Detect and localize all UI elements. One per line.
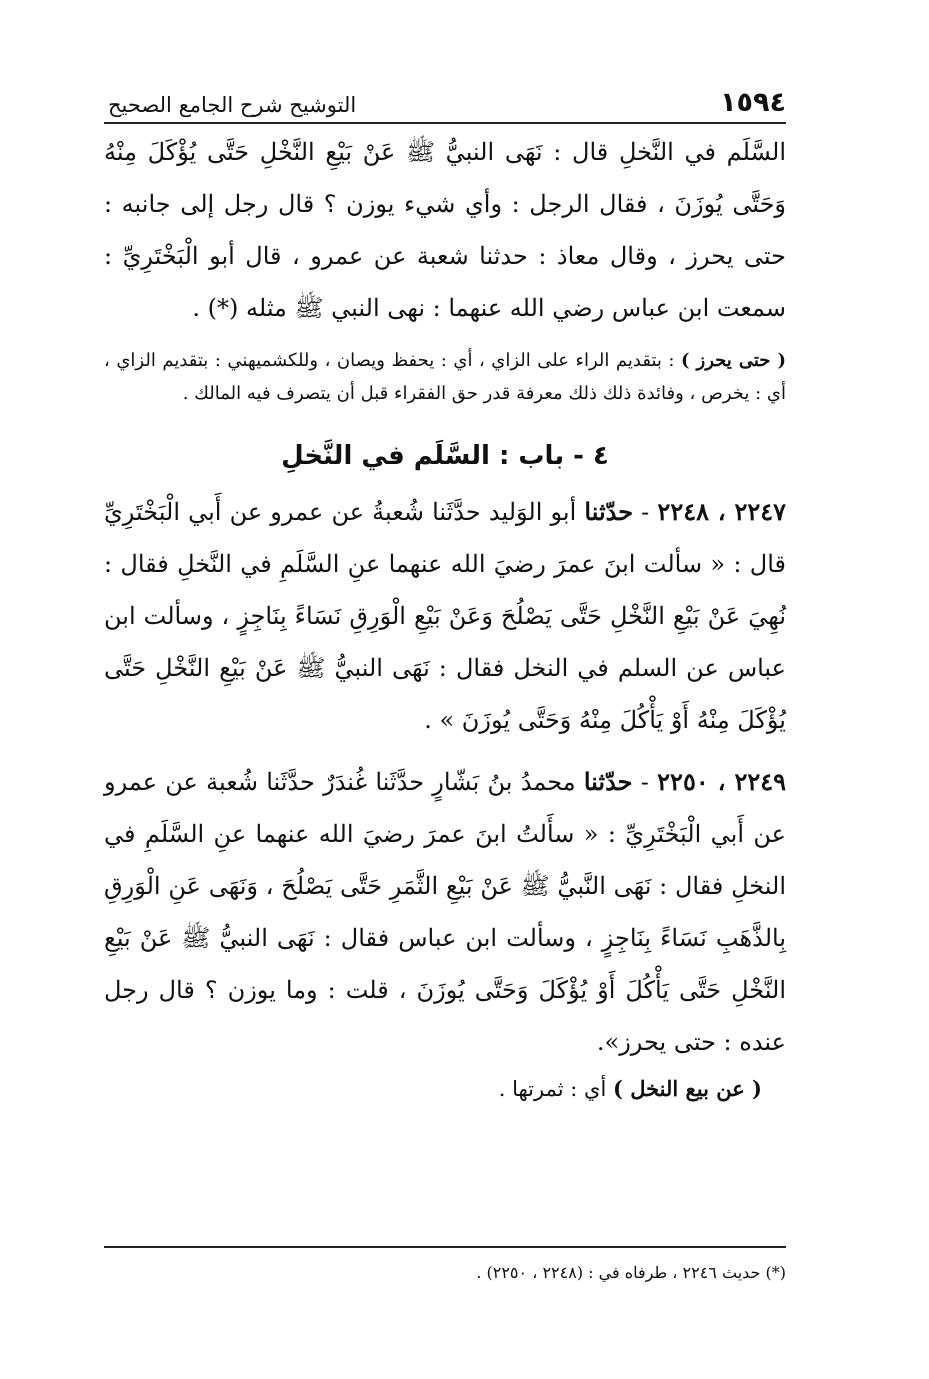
hadith-2: ٢٢٤٩ ، ٢٢٥٠ - حدّثنا محمدُ بنُ بَشّارٍ حدَّثَنا غُندَرٌ حدَّثَنا شُعبة عن عمرو عن أَبي الْبَخْتَرِيِّ : « سأَلتُ ابنَ عمرَ رضيَ الله عنهما عنِ السَّلَمِ في النخلِ فقال : نَهَى النَّبيُّ ﷺ عَنْ بَيْعِ الثَّمَرِ حَتَّى يَصْلُحَ ، وَنَهَى عَنِ الْوَرِقِ بِالذَّهَبِ نَسَاءً بِنَاجِزٍ ، وسألت ابن عباس فقال : نَهَى النبيُّ ﷺ عَنْ بَيْعِ النَّخْلِ حَتَّى يَأْكُلَ أَوْ يُؤْكَلَ وَحَتَّى يُوزَنَ ، قلت : وما يوزن ؟ قال رجل عنده : حتى يحرز». <box>104 767 787 1056</box>
page-header <box>104 70 786 124</box>
hadith-opening: حدّثنا <box>584 497 634 526</box>
commentary <box>104 344 786 410</box>
chapter-title: ٤ - باب : السَّلَم في النَّخلِ <box>281 441 609 471</box>
hadith-number: ٢٢٤٩ ، ٢٢٥٠ <box>657 767 787 796</box>
hadith-text: محمدُ بنُ بَشّارٍ حدَّثَنا غُندَرٌ حدَّثَنا شُعبة عن عمرو عن أَبي الْبَخْتَرِيِّ : « سأَلتُ ابنَ عمرَ رضيَ الله عنهما عنِ السَّلَمِ في النخلِ فقال : نَهَى النَّبيُّ ﷺ عَنْ بَيْعِ الثَّمَرِ حَتَّى يَصْلُحَ ، وَنَهَى عَنِ الْوَرِقِ بِالذَّهَبِ نَسَاءً بِنَاجِزٍ ، وسألت ابن عباس فقال : نَهَى النبيُّ ﷺ عَنْ بَيْعِ النَّخْلِ حَتَّى يَأْكُلَ أَوْ يُؤْكَلَ وَحَتَّى يُوزَنَ ، قلت : وما يوزن ؟ قال رجل عنده : حتى يحرز». <box>104 768 787 1056</box>
commentary-term: ( حتى يحرز ) <box>680 350 786 371</box>
running-title: التوشيح شرح الجامع الصحيح <box>108 93 357 117</box>
page-number: ١٥٩٤ <box>720 87 786 118</box>
commentary-text: : بتقديم الراء على الزاي ، أي : يحفظ ويصان ، وللكشميهني : بتقديم الزاي ، أي : يخرص ، وفائدة ذلك ذلك معرفة قدر حق الفقراء قبل أن يتصرف فيه المالك . <box>104 350 786 404</box>
note-term: ( عن بيع النخل ) <box>612 1076 762 1101</box>
hadith-text: أبو الوَليد حدَّثَنا شُعبةُ عن عمرو عن أَبي الْبَخْتَرِيِّ قال : « سألت ابنَ عمرَ رضيَ الله عنهما عنِ السَّلَمِ في النَّخلِ فقال : نُهِيَ عَنْ بَيْعِ النَّخْلِ حَتَّى يَصْلُحَ وَعَنْ بَيْعِ الْوَرِقِ نَسَاءً بِنَاجِزٍ ، وسألت ابن عباس عن السلم في النخل فقال : نَهَى النبيُّ ﷺ عَنْ بَيْعِ النَّخْلِ حَتَّى يُؤْكَلَ مِنْهُ أَوْ يَأْكُلَ مِنْهُ وَحَتَّى يُوزَنَ » . <box>104 498 786 734</box>
hadith-number: ٢٢٤٧ ، ٢٢٤٨ <box>657 497 786 526</box>
hadith-1: ٢٢٤٧ ، ٢٢٤٨ - حدّثنا أبو الوَليد حدَّثَنا شُعبةُ عن عمرو عن أَبي الْبَخْتَرِيِّ قال : « سألت ابنَ عمرَ رضيَ الله عنهما عنِ السَّلَمِ في النَّخلِ فقال : نُهِيَ عَنْ بَيْعِ النَّخْلِ حَتَّى يَصْلُحَ وَعَنْ بَيْعِ الْوَرِقِ نَسَاءً بِنَاجِزٍ ، وسألت ابن عباس عن السلم في النخل فقال : نَهَى النبيُّ ﷺ عَنْ بَيْعِ النَّخْلِ حَتَّى يُؤْكَلَ مِنْهُ أَوْ يَأْكُلَ مِنْهُ وَحَتَّى يُوزَنَ » . <box>104 497 786 734</box>
note-text: أي : ثمرتها . <box>498 1077 613 1101</box>
footnote-divider <box>104 1246 786 1248</box>
explanatory-note <box>104 1068 786 1110</box>
book-page <box>104 70 786 1330</box>
footnote: (*) حديث ٢٢٤٦ ، طرفاه في : (٢٢٤٨ ، ٢٢٥٠) . <box>476 1263 786 1282</box>
hadith-opening: حدّثنا <box>583 767 633 796</box>
top-paragraph: السَّلَم في النَّخلِ قال : نَهَى النبيُّ ﷺ عَنْ بَيْعِ النَّخْلِ حَتَّى يُؤْكَلَ مِنْهُ وَحَتَّى يُوزَنَ ، فقال الرجل : وأي شيء يوزن ؟ قال رجل إلى جانبه : حتى يحرز ، وقال معاذ : حدثنا شعبة عن عمرو ، قال أبو الْبَخْتَرِيِّ : سمعت ابن عباس رضي الله عنهما : نهى النبي ﷺ مثله (*) . <box>104 138 786 322</box>
